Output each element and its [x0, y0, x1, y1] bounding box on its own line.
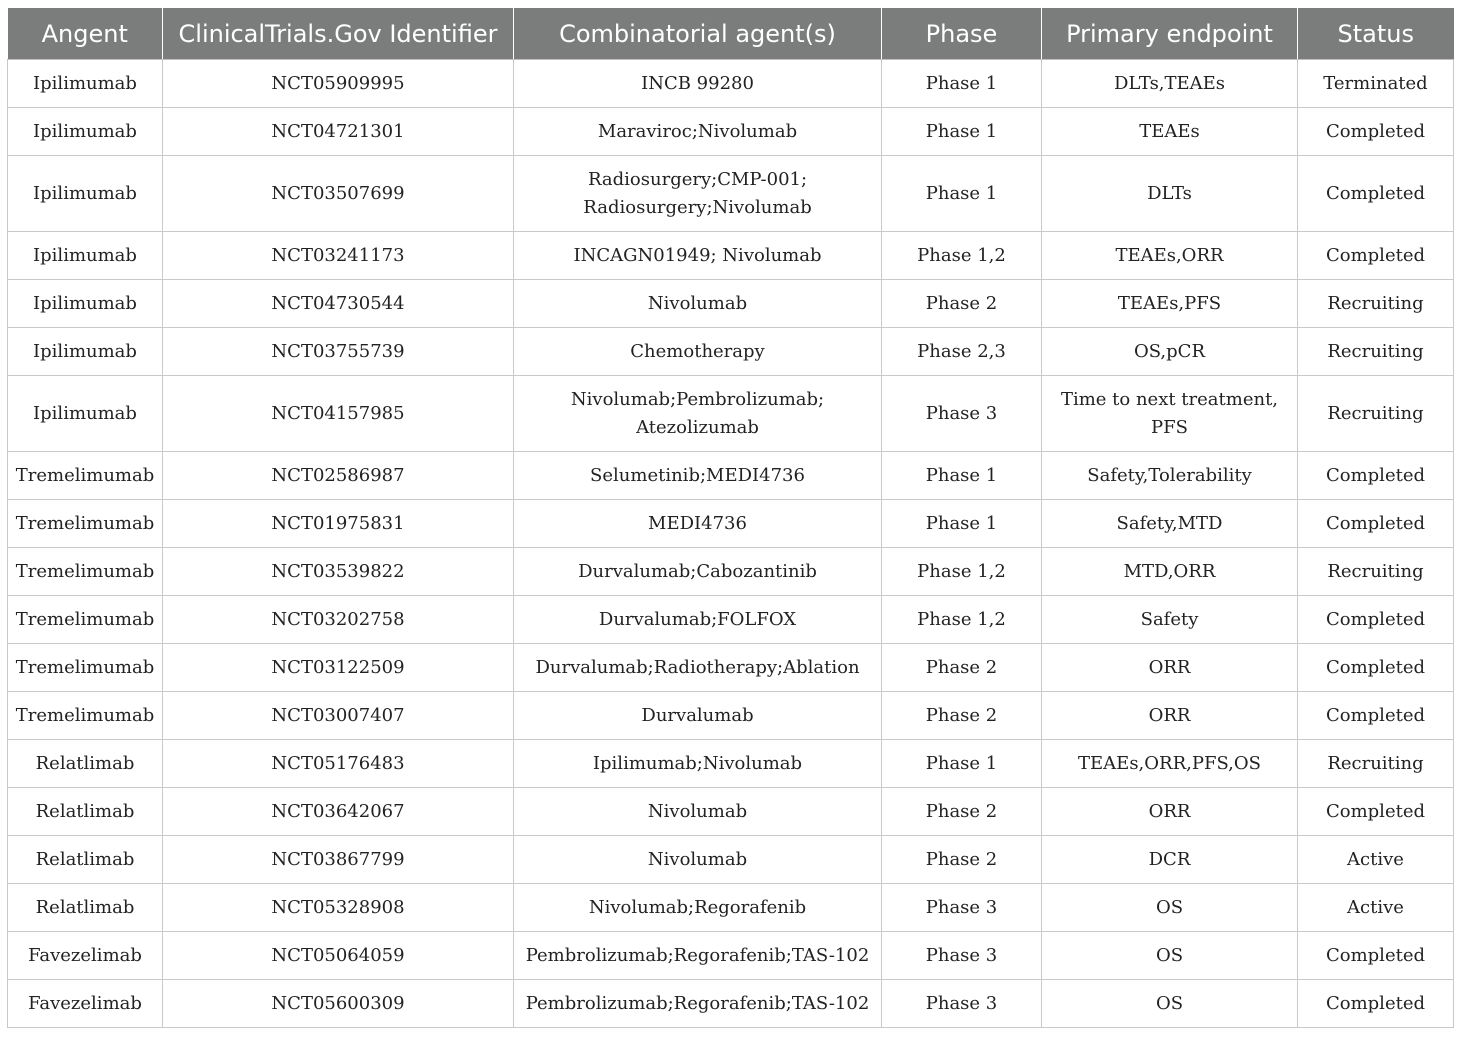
combinatorial-agents-cell: Nivolumab [514, 788, 882, 836]
phase-cell: Phase 2 [882, 836, 1042, 884]
primary-endpoint-cell: DCR [1042, 836, 1298, 884]
table-row [8, 232, 1454, 280]
phase-cell: Phase 2 [882, 280, 1042, 328]
phase-cell: Phase 1,2 [882, 596, 1042, 644]
status-cell: Completed [1298, 788, 1454, 836]
table-row [8, 836, 1454, 884]
primary-endpoint-cell: ORR [1042, 692, 1298, 740]
table-row [8, 980, 1454, 1028]
agent-cell: Ipilimumab [8, 232, 163, 280]
table-row [8, 452, 1454, 500]
trials-table-container [7, 8, 1453, 1028]
combinatorial-agents-cell: Pembrolizumab;Regorafenib;TAS-102 [514, 980, 882, 1028]
status-cell: Completed [1298, 692, 1454, 740]
identifier-cell: NCT04730544 [163, 280, 514, 328]
primary-endpoint-cell: ORR [1042, 644, 1298, 692]
agent-cell: Tremelimumab [8, 452, 163, 500]
agent-cell: Relatlimab [8, 884, 163, 932]
table-row [8, 884, 1454, 932]
header-identifier: ClinicalTrials.Gov Identifier [163, 8, 514, 60]
header-primary-endpoint: Primary endpoint [1042, 8, 1298, 60]
agent-cell: Ipilimumab [8, 376, 163, 452]
agent-cell: Ipilimumab [8, 328, 163, 376]
status-cell: Recruiting [1298, 376, 1454, 452]
identifier-cell: NCT04157985 [163, 376, 514, 452]
combinatorial-agents-cell: Durvalumab;Radiotherapy;Ablation [514, 644, 882, 692]
phase-cell: Phase 3 [882, 884, 1042, 932]
agent-cell: Tremelimumab [8, 644, 163, 692]
agent-cell: Tremelimumab [8, 548, 163, 596]
phase-cell: Phase 1 [882, 740, 1042, 788]
phase-cell: Phase 1,2 [882, 548, 1042, 596]
status-cell: Recruiting [1298, 280, 1454, 328]
combinatorial-agents-cell: Chemotherapy [514, 328, 882, 376]
phase-cell: Phase 2,3 [882, 328, 1042, 376]
combinatorial-agents-cell: Ipilimumab;Nivolumab [514, 740, 882, 788]
agent-cell: Tremelimumab [8, 500, 163, 548]
agent-cell: Favezelimab [8, 980, 163, 1028]
identifier-cell: NCT03202758 [163, 596, 514, 644]
identifier-cell: NCT05909995 [163, 60, 514, 108]
table-row [8, 692, 1454, 740]
combinatorial-agents-cell: Pembrolizumab;Regorafenib;TAS-102 [514, 932, 882, 980]
combinatorial-agents-cell: Nivolumab;Regorafenib [514, 884, 882, 932]
status-cell: Completed [1298, 156, 1454, 232]
header-phase: Phase [882, 8, 1042, 60]
primary-endpoint-cell: OS [1042, 884, 1298, 932]
table-row [8, 788, 1454, 836]
primary-endpoint-cell: TEAEs,ORR,PFS,OS [1042, 740, 1298, 788]
combinatorial-agents-cell: MEDI4736 [514, 500, 882, 548]
header-agent: Angent [8, 8, 163, 60]
status-cell: Active [1298, 836, 1454, 884]
primary-endpoint-cell: Time to next treatment, PFS [1042, 376, 1298, 452]
table-row [8, 500, 1454, 548]
identifier-cell: NCT03241173 [163, 232, 514, 280]
status-cell: Completed [1298, 932, 1454, 980]
phase-cell: Phase 2 [882, 788, 1042, 836]
identifier-cell: NCT03007407 [163, 692, 514, 740]
status-cell: Completed [1298, 596, 1454, 644]
combinatorial-agents-cell: Durvalumab;FOLFOX [514, 596, 882, 644]
phase-cell: Phase 1 [882, 452, 1042, 500]
primary-endpoint-cell: TEAEs [1042, 108, 1298, 156]
combinatorial-agents-cell: INCB 99280 [514, 60, 882, 108]
agent-cell: Favezelimab [8, 932, 163, 980]
identifier-cell: NCT03122509 [163, 644, 514, 692]
combinatorial-agents-cell: Maraviroc;Nivolumab [514, 108, 882, 156]
primary-endpoint-cell: TEAEs,ORR [1042, 232, 1298, 280]
primary-endpoint-cell: OS [1042, 980, 1298, 1028]
phase-cell: Phase 3 [882, 376, 1042, 452]
status-cell: Completed [1298, 980, 1454, 1028]
primary-endpoint-cell: ORR [1042, 788, 1298, 836]
combinatorial-agents-cell: Durvalumab [514, 692, 882, 740]
primary-endpoint-cell: OS [1042, 932, 1298, 980]
agent-cell: Ipilimumab [8, 108, 163, 156]
primary-endpoint-cell: MTD,ORR [1042, 548, 1298, 596]
primary-endpoint-cell: OS,pCR [1042, 328, 1298, 376]
phase-cell: Phase 3 [882, 932, 1042, 980]
combinatorial-agents-cell: INCAGN01949; Nivolumab [514, 232, 882, 280]
identifier-cell: NCT05328908 [163, 884, 514, 932]
phase-cell: Phase 1 [882, 108, 1042, 156]
status-cell: Active [1298, 884, 1454, 932]
combinatorial-agents-cell: Radiosurgery;CMP-001; Radiosurgery;Nivolumab [514, 156, 882, 232]
combinatorial-agents-cell: Durvalumab;Cabozantinib [514, 548, 882, 596]
identifier-cell: NCT02586987 [163, 452, 514, 500]
primary-endpoint-cell: DLTs [1042, 156, 1298, 232]
combinatorial-agents-cell: Nivolumab [514, 836, 882, 884]
table-row [8, 328, 1454, 376]
table-row [8, 548, 1454, 596]
identifier-cell: NCT03642067 [163, 788, 514, 836]
status-cell: Completed [1298, 232, 1454, 280]
table-row [8, 376, 1454, 452]
identifier-cell: NCT05600309 [163, 980, 514, 1028]
agent-cell: Tremelimumab [8, 692, 163, 740]
agent-cell: Relatlimab [8, 740, 163, 788]
table-row [8, 156, 1454, 232]
table-row [8, 108, 1454, 156]
phase-cell: Phase 3 [882, 980, 1042, 1028]
clinical-trials-table [7, 8, 1454, 1028]
identifier-cell: NCT03867799 [163, 836, 514, 884]
status-cell: Completed [1298, 452, 1454, 500]
phase-cell: Phase 2 [882, 692, 1042, 740]
table-row [8, 596, 1454, 644]
agent-cell: Ipilimumab [8, 156, 163, 232]
status-cell: Completed [1298, 644, 1454, 692]
identifier-cell: NCT01975831 [163, 500, 514, 548]
status-cell: Recruiting [1298, 548, 1454, 596]
combinatorial-agents-cell: Nivolumab [514, 280, 882, 328]
agent-cell: Relatlimab [8, 788, 163, 836]
header-status: Status [1298, 8, 1454, 60]
identifier-cell: NCT03755739 [163, 328, 514, 376]
table-row [8, 740, 1454, 788]
combinatorial-agents-cell: Selumetinib;MEDI4736 [514, 452, 882, 500]
phase-cell: Phase 1,2 [882, 232, 1042, 280]
identifier-cell: NCT03539822 [163, 548, 514, 596]
status-cell: Recruiting [1298, 740, 1454, 788]
phase-cell: Phase 2 [882, 644, 1042, 692]
primary-endpoint-cell: TEAEs,PFS [1042, 280, 1298, 328]
identifier-cell: NCT05064059 [163, 932, 514, 980]
status-cell: Terminated [1298, 60, 1454, 108]
primary-endpoint-cell: DLTs,TEAEs [1042, 60, 1298, 108]
primary-endpoint-cell: Safety,Tolerability [1042, 452, 1298, 500]
status-cell: Recruiting [1298, 328, 1454, 376]
table-row [8, 60, 1454, 108]
header-row [8, 8, 1454, 60]
identifier-cell: NCT04721301 [163, 108, 514, 156]
primary-endpoint-cell: Safety,MTD [1042, 500, 1298, 548]
identifier-cell: NCT03507699 [163, 156, 514, 232]
agent-cell: Ipilimumab [8, 280, 163, 328]
header-combinatorial-agents: Combinatorial agent(s) [514, 8, 882, 60]
status-cell: Completed [1298, 500, 1454, 548]
phase-cell: Phase 1 [882, 156, 1042, 232]
identifier-cell: NCT05176483 [163, 740, 514, 788]
status-cell: Completed [1298, 108, 1454, 156]
table-row [8, 644, 1454, 692]
agent-cell: Ipilimumab [8, 60, 163, 108]
combinatorial-agents-cell: Nivolumab;Pembrolizumab; Atezolizumab [514, 376, 882, 452]
agent-cell: Tremelimumab [8, 596, 163, 644]
primary-endpoint-cell: Safety [1042, 596, 1298, 644]
phase-cell: Phase 1 [882, 500, 1042, 548]
agent-cell: Relatlimab [8, 836, 163, 884]
table-body [8, 60, 1454, 1028]
phase-cell: Phase 1 [882, 60, 1042, 108]
table-row [8, 932, 1454, 980]
table-row [8, 280, 1454, 328]
table-header [8, 8, 1454, 60]
